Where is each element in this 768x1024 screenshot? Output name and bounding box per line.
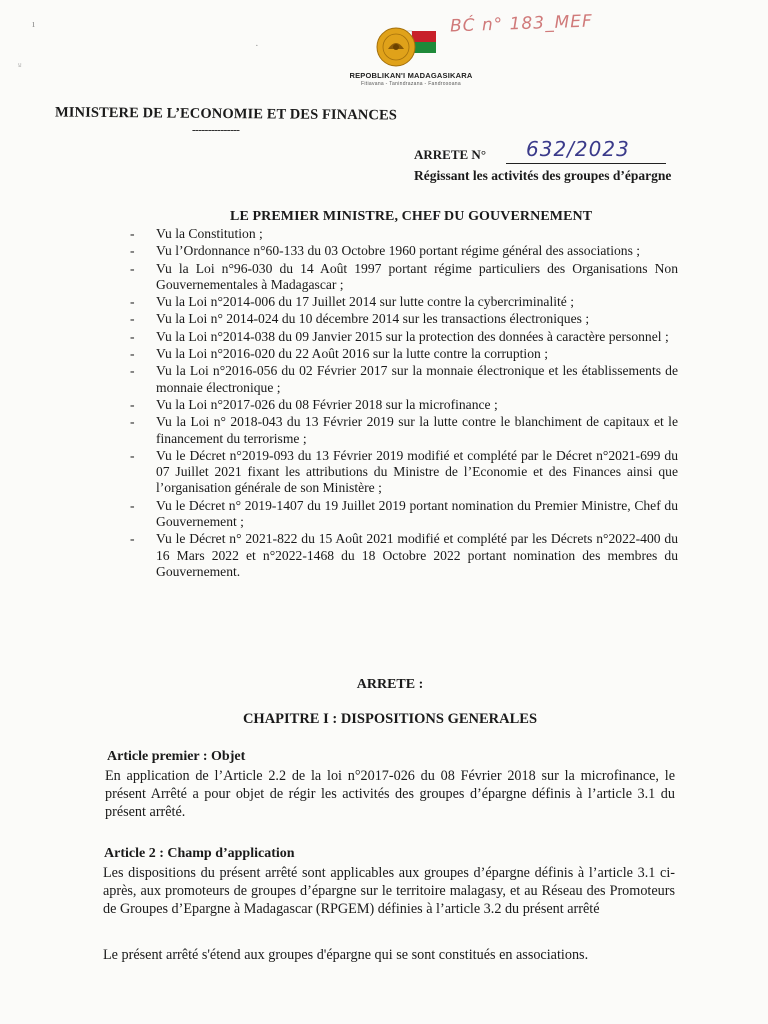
emblem-motto: Fitiavana - Tanindrazana - Fandrosoana [361, 81, 461, 87]
article-2-title: Article 2 : Champ d’application [104, 846, 295, 861]
ministry-name: MINISTERE DE L’ECONOMIE ET DES FINANCES [54, 104, 397, 124]
visa-item: - Vu la Constitution ; [130, 226, 678, 242]
arrete-heading: ARRETE : [356, 677, 424, 692]
visa-item: - Vu la Loi n°2014-038 du 09 Janvier 2015 sur la protection des données à caractère personnel ; [130, 329, 678, 345]
arrete-number-line [506, 163, 666, 164]
emblem-caption: REPOBLIKAN'I MADAGASIKARA [349, 71, 473, 80]
margin-mark: ⸚ [18, 60, 22, 72]
margin-mark: · [255, 40, 259, 52]
issuing-authority: LE PREMIER MINISTRE, CHEF DU GOUVERNEMENT [230, 209, 593, 224]
visa-item: - Vu le Décret n° 2021-822 du 15 Août 2021 modifié et complété par les Décrets n°2022-400 du 16 Mars 2022 et n°2022-1468 du 18 Octobre 2022 portant nomination des membres du Gouvernement. [130, 531, 678, 580]
article-1-title: Article premier : Objet [107, 749, 246, 764]
arrete-number-label: ARRETE N° [414, 147, 487, 162]
arrete-number-block [414, 137, 714, 171]
article-2-extra-text: Le présent arrêté s'étend aux groupes d'épargne qui se sont constitués en associations. [103, 947, 589, 963]
visa-item: - Vu l’Ordonnance n°60-133 du 03 Octobre 1960 portant régime général des associations ; [130, 243, 678, 259]
arrete-subject: Régissant les activités des groupes d’épargne [414, 168, 672, 183]
visa-item: - Vu la Loi n° 2014-024 du 10 décembre 2014 sur les transactions électroniques ; [130, 311, 678, 327]
handwritten-reference: BĆ n° 183_MEF [449, 11, 594, 37]
ministry-underline: --------------- [192, 124, 240, 136]
visa-item: - Vu la Loi n°2017-026 du 08 Février 2018 sur la microfinance ; [130, 397, 678, 413]
arrete-number-handwritten: 632/2023 [526, 137, 630, 161]
visa-list [130, 226, 678, 580]
visa-item: - Vu la Loi n°96-030 du 14 Août 1997 portant régime particuliers des Organisations Non Gouvernementales à Madagascar ; [130, 261, 678, 294]
visa-item: - Vu la Loi n° 2018-043 du 13 Février 2019 sur la lutte contre le blanchiment de capitaux et le financement du terrorisme ; [130, 414, 678, 447]
visa-item: - Vu le Décret n° 2019-1407 du 19 Juillet 2019 portant nomination du Premier Ministre, Chef du Gouvernement ; [130, 498, 678, 531]
visa-item: - Vu la Loi n°2014-006 du 17 Juillet 2014 sur lutte contre la cybercriminalité ; [130, 294, 678, 310]
visa-item: - Vu le Décret n°2019-093 du 13 Février 2019 modifié et complété par le Décret n°2021-699 du 07 Juillet 2021 fixant les attributions du Ministre de l’Economie et des Finances ainsi que l’organisation générale de son Ministère ; [130, 448, 678, 497]
chapter-heading: CHAPITRE I : DISPOSITIONS GENERALES [242, 711, 538, 727]
emblem-seal-icon [374, 25, 438, 71]
margin-mark: ı [32, 18, 36, 30]
article-1-text: En application de l’Article 2.2 de la loi n°2017-026 du 08 Février 2018 sur la microfinance, le présent Arrêté a pour objet de régir les activités des groupes d’épargne définis à l’article 3.1 du présent arrêté. [105, 768, 675, 820]
visa-item: - Vu la Loi n°2016-056 du 02 Février 2017 sur la monnaie électronique et les établissements de monnaie électronique ; [130, 363, 678, 396]
article-2-text: Les dispositions du présent arrêté sont applicables aux groupes d’épargne définis à l’article 3.1 ci-après, aux promoteurs de groupes d’épargne sur le territoire malagasy, et au Réseau des Promoteurs de Groupes d’Epargne à Madagascar (RPGEM) définies à l’article 3.2 du présent arrêté [103, 865, 675, 917]
visa-item: - Vu la Loi n°2016-020 du 22 Août 2016 sur la lutte contre la corruption ; [130, 346, 678, 362]
